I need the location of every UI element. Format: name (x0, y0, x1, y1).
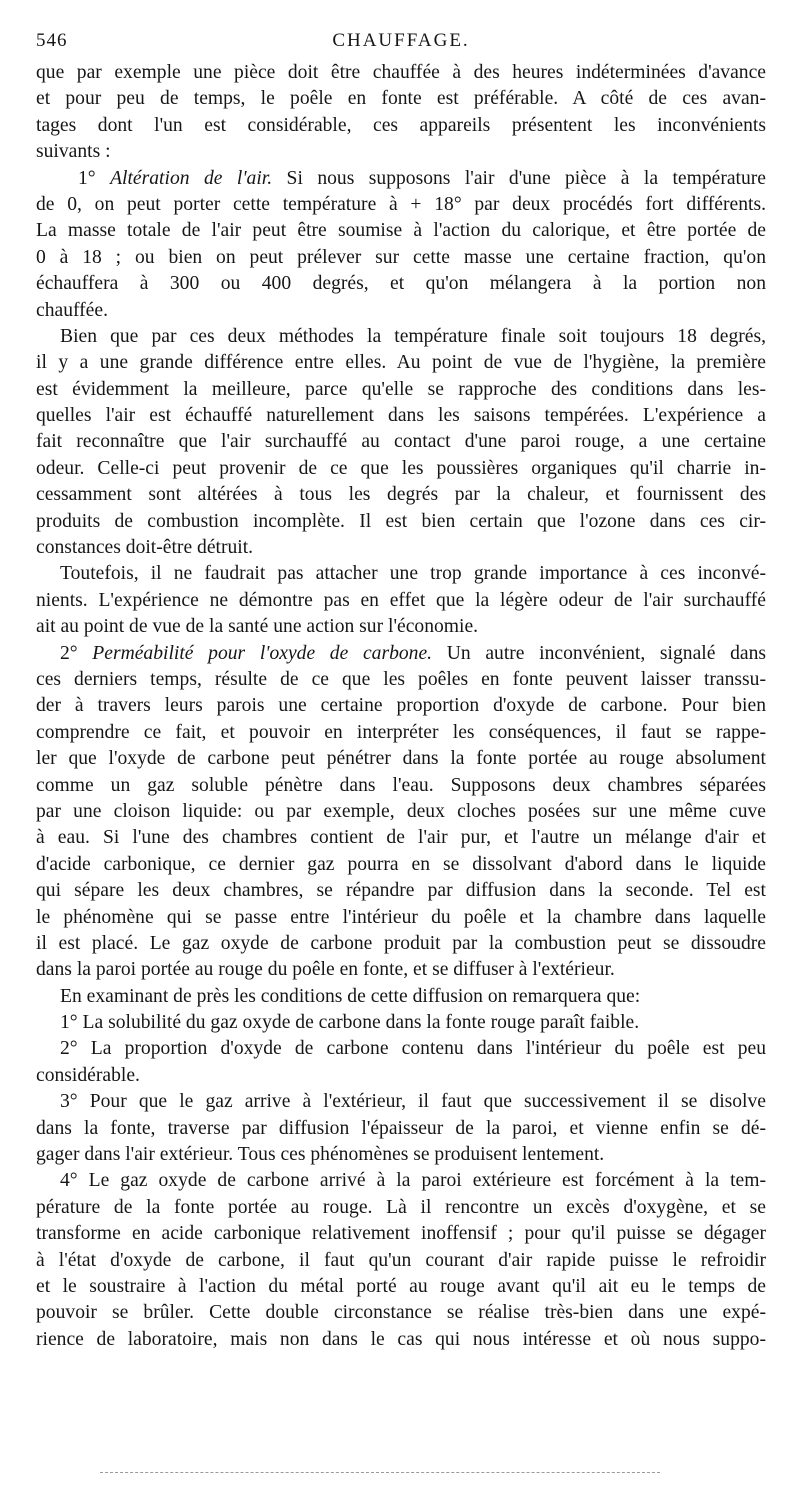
text-line: rience de laboratoire, mais non dans le cas qui nous intéresse et où nous suppo- (36, 1328, 766, 1350)
text-line: par une cloison liquide: ou par exemple, deux cloches posées sur une même cuve (36, 800, 766, 822)
running-head: CHAUFFAGE. (332, 30, 470, 51)
text-line: gager dans l'air extérieur. Tous ces phénomènes se produisent lentement. (36, 1144, 605, 1166)
text-line: cessamment sont altérées à tous les degrés par la chaleur, et fournissent des (36, 484, 766, 506)
text-line: qui sépare les deux chambres, se répandre par diffusion dans la seconde. Tel est (36, 880, 766, 902)
item-number: 2° (60, 642, 93, 664)
text-line: ler que l'oxyde de carbone peut pénétrer dans la fonte portée au rouge absolument (36, 748, 766, 770)
text-line: suivants : (36, 141, 111, 163)
text-line: 0 à 18 ; ou bien on peut prélever sur cette masse une certaine fraction, qu'on (36, 246, 766, 268)
text-line: constances doit-être détruit. (36, 537, 254, 559)
text-line: dans la paroi portée au rouge du poêle en fonte, et se diffuser à l'extérieur. (36, 959, 615, 981)
text-line: 2° La proportion d'oxyde de carbone contenu dans l'intérieur du poêle est peu (60, 1038, 766, 1060)
text-line: pouvoir se brûler. Cette double circonstance se réalise très-bien dans une expé- (36, 1302, 766, 1324)
text-line: transforme en acide carbonique relativement inoffensif ; pour qu'il puisse se dégager (36, 1223, 766, 1245)
text-line: 4° Le gaz oxyde de carbone arrivé à la paroi extérieure est forcément à la tem- (60, 1170, 766, 1192)
text-line: que par exemple une pièce doit être chauffée à des heures indéterminées d'avance (36, 62, 766, 83)
text-line: à l'état d'oxyde de carbone, il faut qu'un courant d'air rapide puisse le refroidir (36, 1249, 766, 1271)
text-line: et pour peu de temps, le poêle en fonte est préférable. A côté de ces avan- (36, 88, 766, 110)
text-line: 3° Pour que le gaz arrive à l'extérieur, il faut que successivement il se disolve (60, 1091, 766, 1113)
text-line (36, 166, 766, 192)
text-line: il est placé. Le gaz oxyde de carbone produit par la combustion peut se dissoudre (36, 932, 766, 954)
text-line (36, 641, 766, 667)
text-line: Bien que par ces deux méthodes la température finale soit toujours 18 degrés, (60, 325, 766, 347)
text-line: comme un gaz soluble pénètre dans l'eau. Supposons deux chambres séparées (36, 774, 766, 796)
footer-rule (100, 1472, 660, 1473)
text-line: de 0, on peut porter cette température à + 18° par deux procédés fort différents. (36, 193, 766, 215)
text-line: comprendre ce fait, et pouvoir en interpréter les conséquences, il faut se rappe- (36, 721, 766, 743)
text-line: échauffera à 300 ou 400 degrés, et qu'on mélangera à la portion non (36, 273, 766, 295)
text-line: pérature de la fonte portée au rouge. Là il rencontre un excès d'oxygène, et se (36, 1196, 766, 1218)
text-line: ait au point de vue de la santé une action sur l'économie. (36, 616, 479, 638)
text-line: odeur. Celle-ci peut provenir de ce que les poussières organiques qu'il charrie in- (36, 457, 766, 479)
text-line: est évidemment la meilleure, parce qu'elle se rapproche des conditions dans les- (36, 378, 766, 400)
text-line: fait reconnaître que l'air surchauffé au contact d'une paroi rouge, a une certaine (36, 431, 766, 453)
text-line: il y a une grande différence entre elles. Au point de vue de l'hygiène, la première (36, 352, 766, 374)
text-line: En examinant de près les conditions de cette diffusion on remarquera que: (60, 985, 641, 1007)
body-text (36, 60, 766, 1353)
text-line: à eau. Si l'une des chambres contient de l'air pur, et l'autre un mélange d'air et (36, 827, 766, 849)
text-line: 1° La solubilité du gaz oxyde de carbone dans la fonte rouge paraît faible. (60, 1012, 640, 1034)
text-line: der à travers leurs parois une certaine proportion d'oxyde de carbone. Pour bien (36, 695, 766, 717)
section-heading: Perméabilité pour l'oxyde de carbone. (92, 642, 433, 664)
text-line: et le soustraire à l'action du métal porté au rouge avant qu'il ait eu le temps de (36, 1275, 766, 1297)
text-line: quelles l'air est échauffé naturellement dans les saisons tempérées. L'expérience a (36, 405, 766, 427)
text-line: Toutefois, il ne faudrait pas attacher une trop grande importance à ces inconvé- (60, 563, 766, 585)
text-line: La masse totale de l'air peut être soumise à l'action du calorique, et être portée de (36, 220, 766, 242)
text-line: ces derniers temps, résulte de ce que les poêles en fonte peuvent laisser transsu- (36, 668, 766, 690)
section-heading: Altération de l'air. (110, 167, 273, 189)
page-number: 546 (36, 30, 68, 51)
text-line: le phénomène qui se passe entre l'intérieur du poêle et la chambre dans laquelle (36, 906, 766, 928)
line-text: Si nous supposons l'air d'une pièce à la température (272, 167, 766, 189)
text-line: produits de combustion incomplète. Il est bien certain que l'ozone dans ces cir- (36, 510, 766, 532)
text-line: considérable. (36, 1064, 140, 1086)
text-line: tages dont l'un est considérable, ces appareils présentent les inconvénients (36, 114, 766, 136)
text-line: d'acide carbonique, ce dernier gaz pourra en se dissolvant d'abord dans le liquide (36, 853, 766, 875)
item-number: 1° (78, 167, 111, 189)
text-line: nients. L'expérience ne démontre pas en effet que la légère odeur de l'air surchauffé (36, 589, 766, 611)
page-header (36, 30, 766, 58)
line-text: Un autre inconvénient, signalé dans (432, 642, 766, 664)
text-line: chauffée. (36, 299, 108, 321)
text-line: dans la fonte, traverse par diffusion l'épaisseur de la paroi, et vienne enfin se dé- (36, 1117, 766, 1139)
